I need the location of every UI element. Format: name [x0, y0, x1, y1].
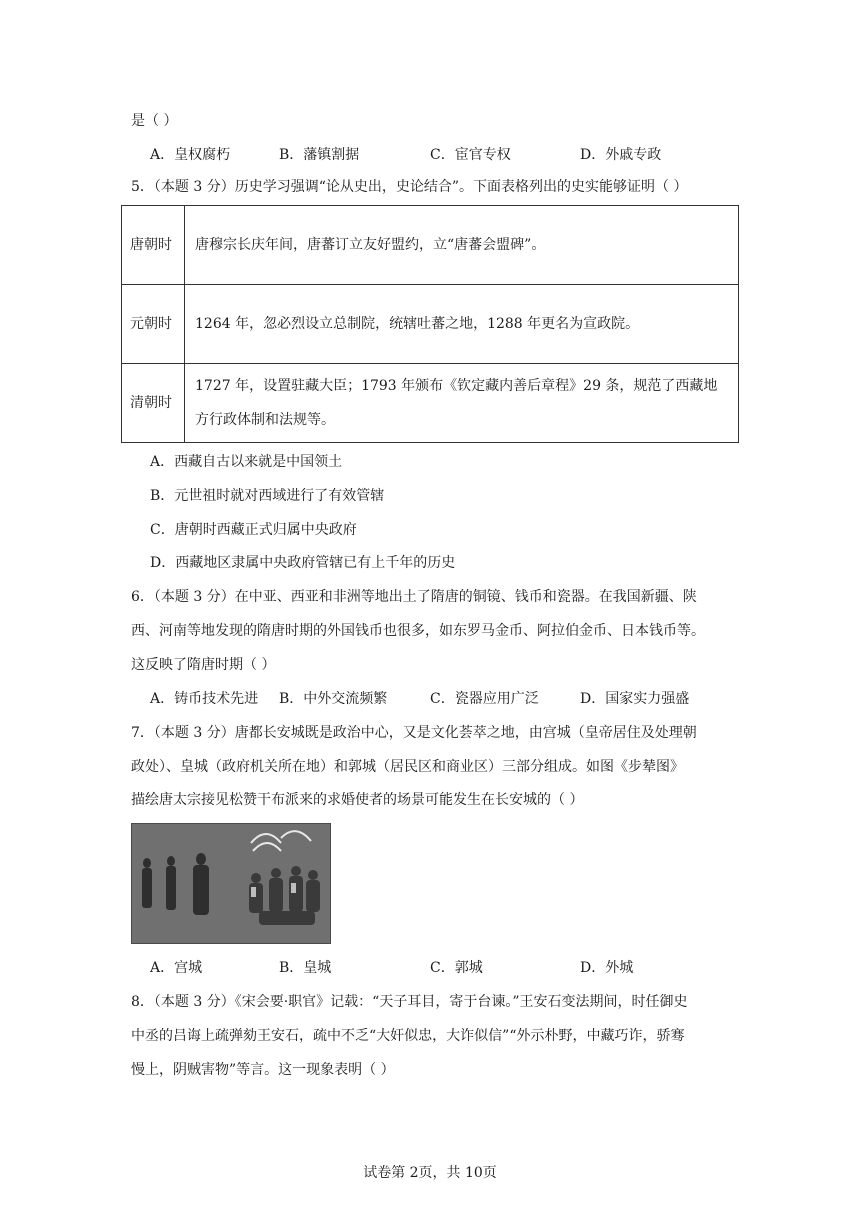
- q6-line-3: 这反映了隋唐时期（ ）: [131, 657, 276, 673]
- q4-option-d: D．外戚专政: [580, 147, 662, 163]
- q7-line-2: 政处）、皇城（政府机关所在地）和郭城（居民区和商业区）三部分组成。如图《步辇图》: [131, 759, 684, 775]
- q7-line-1: 7．（本题 3 分）唐都长安城既是政治中心，又是文化荟萃之地，由宫城（皇帝居住及处理朝: [131, 725, 697, 741]
- era-cell: 清朝时: [122, 364, 185, 443]
- q6-option-b: B．中外交流频繁: [279, 691, 388, 707]
- fact-cell: 1727 年，设置驻藏大臣；1793 年颁布《钦定藏内善后章程》29 条，规范了西藏地方行政体制和法规等。: [185, 364, 739, 443]
- table-row: [122, 364, 739, 443]
- painting-illustration: [131, 823, 331, 944]
- table-row: [122, 285, 739, 364]
- q5-option-c: C．唐朝时西藏正式归属中央政府: [150, 522, 357, 538]
- q4-option-c: C．宦官专权: [430, 147, 511, 163]
- q7-option-b: B．皇城: [279, 960, 332, 976]
- era-cell: 唐朝时: [122, 206, 185, 285]
- fact-cell: 1264 年，忽必烈设立总制院，统辖吐蕃之地，1288 年更名为宣政院。: [185, 285, 739, 364]
- q7-option-a: A．宫城: [150, 960, 203, 976]
- q8-line-3: 慢上，阴贼害物”等言。这一现象表明（ ）: [131, 1062, 395, 1078]
- q5-option-d: D．西藏地区隶属中央政府管辖已有上千年的历史: [150, 555, 456, 571]
- buniantu-painting-image: [131, 823, 331, 944]
- q7-line-3: 描绘唐太宗接见松赞干布派来的求婚使者的场景可能发生在长安城的（ ）: [131, 792, 584, 808]
- page-footer: 试卷第 2页，共 10页: [363, 1165, 497, 1181]
- q4-option-b: B．藩镇割据: [279, 147, 360, 163]
- q5-option-b: B．元世祖时就对西域进行了有效管辖: [150, 488, 385, 504]
- q5-option-a: A．西藏自古以来就是中国领土: [150, 454, 343, 470]
- q7-option-c: C．郭城: [430, 960, 483, 976]
- era-cell: 元朝时: [122, 285, 185, 364]
- q6-option-c: C．瓷器应用广泛: [430, 691, 539, 707]
- q7-option-d: D．外城: [580, 960, 634, 976]
- q6-line-1: 6．（本题 3 分）在中亚、西亚和非洲等地出土了隋唐的铜镜、钱币和瓷器。在我国新疆、陕: [131, 589, 697, 605]
- fact-cell: 唐穆宗长庆年间，唐蕃订立友好盟约，立“唐蕃会盟碑”。: [185, 206, 739, 285]
- q8-line-2: 中丞的吕诲上疏弹劾王安石，疏中不乏“大奸似忠，大诈似信”“外示朴野，中藏巧诈，骄骞: [131, 1028, 685, 1044]
- q8-line-1: 8．（本题 3 分）《宋会要·职官》记载：“天子耳目，寄于台谏。”王安石变法期间，时任御史: [131, 994, 688, 1010]
- q5-stem: 5．（本题 3 分）历史学习强调“论从史出，史论结合”。下面表格列出的史实能够证明（ ）: [131, 179, 688, 195]
- q5-facts-table: [121, 205, 739, 443]
- q6-option-a: A．铸币技术先进: [150, 691, 259, 707]
- q6-option-d: D．国家实力强盛: [580, 691, 690, 707]
- q4-tail: 是（ ）: [131, 113, 178, 129]
- q4-option-a: A．皇权腐朽: [150, 147, 231, 163]
- q6-line-2: 西、河南等地发现的隋唐时期的外国钱币也很多，如东罗马金币、阿拉伯金币、日本钱币等。: [131, 623, 705, 639]
- table-row: [122, 206, 739, 285]
